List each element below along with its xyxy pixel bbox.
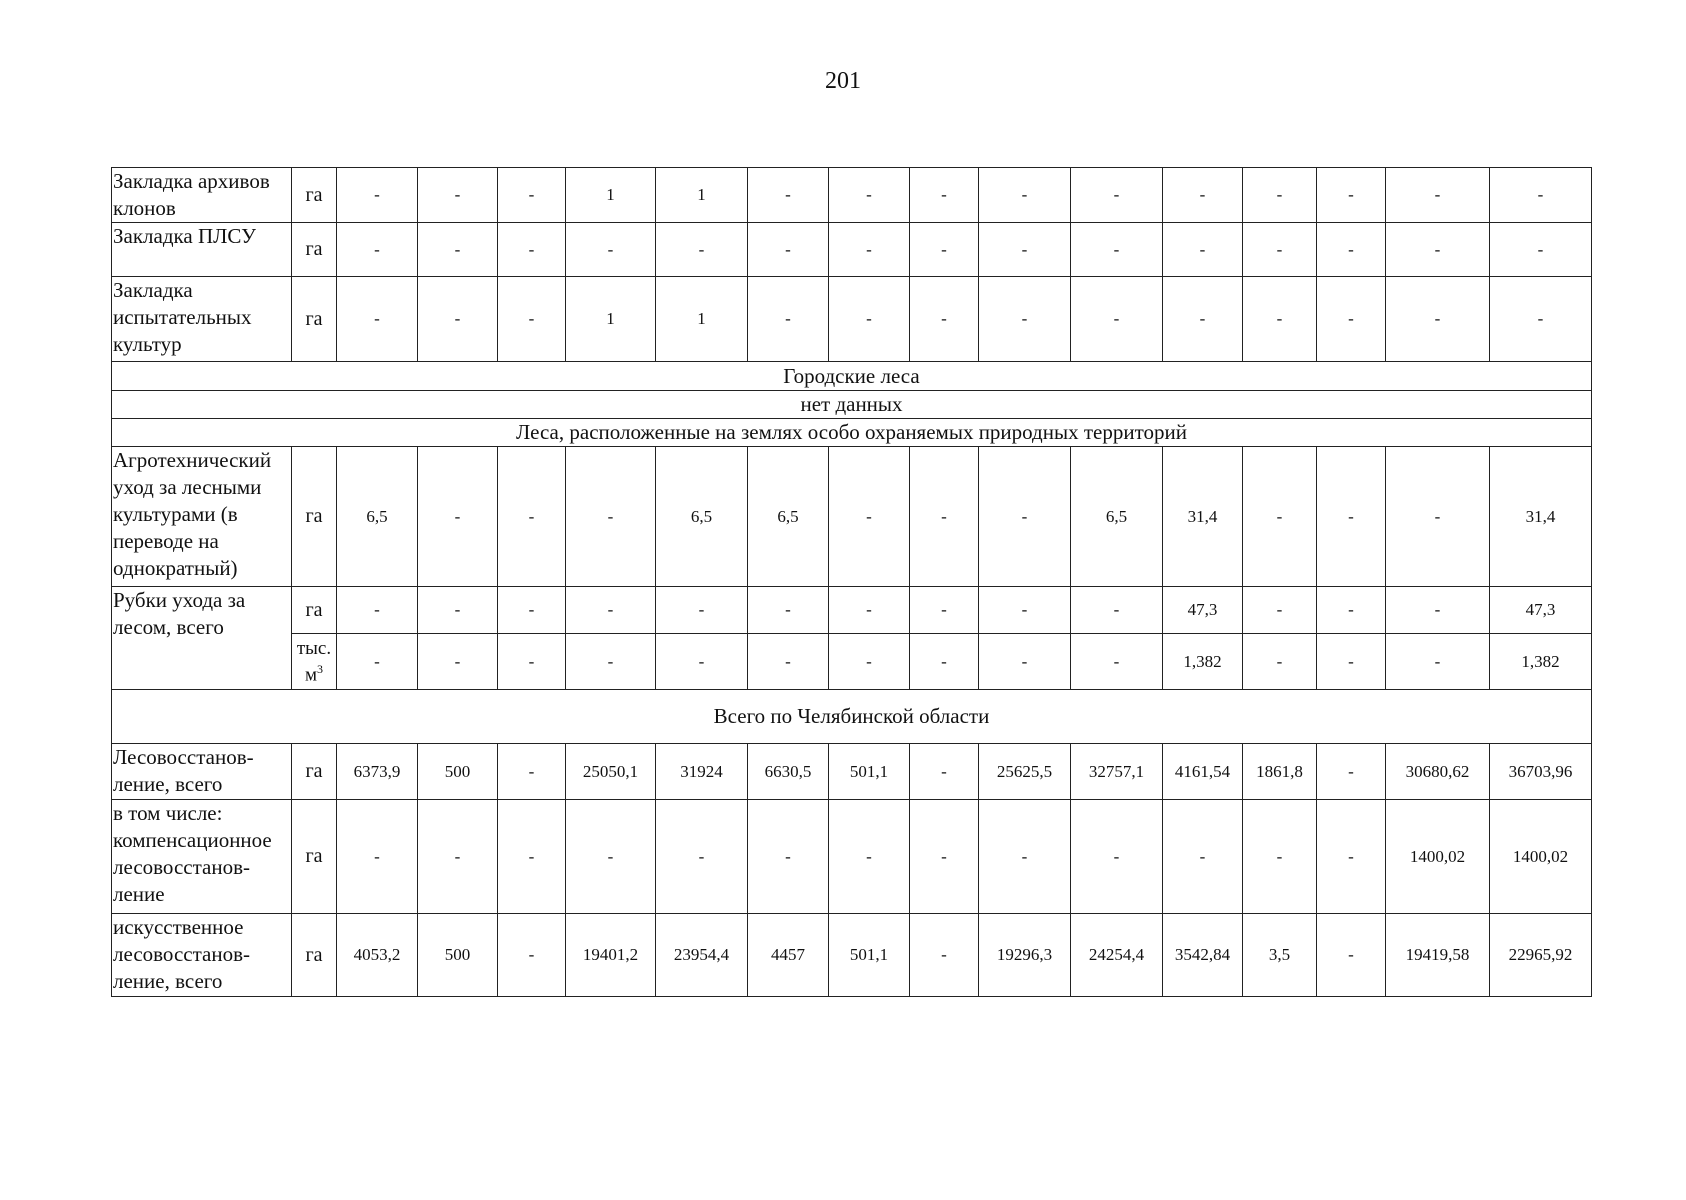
table-cell: -	[498, 800, 566, 914]
table-cell: -	[979, 277, 1071, 362]
section-heading-urban-forests: Городские леса	[112, 362, 1592, 391]
table-cell: -	[498, 277, 566, 362]
table-cell: -	[1317, 914, 1386, 997]
table-cell: -	[829, 800, 910, 914]
table-cell: -	[1386, 587, 1490, 634]
table-cell: -	[1317, 634, 1386, 690]
table-cell: -	[498, 168, 566, 223]
table-cell: -	[829, 587, 910, 634]
table-cell: -	[418, 587, 498, 634]
table-cell: -	[498, 634, 566, 690]
table-cell: -	[1163, 277, 1243, 362]
table-cell: 6630,5	[748, 744, 829, 800]
table-cell: 24254,4	[1071, 914, 1163, 997]
table-cell: -	[910, 447, 979, 587]
table-cell: -	[1163, 800, 1243, 914]
table-cell: -	[829, 223, 910, 277]
table-cell: 1	[656, 168, 748, 223]
table-cell: -	[910, 800, 979, 914]
data-table	[111, 167, 1592, 997]
table-cell: -	[1071, 634, 1163, 690]
table-cell: -	[910, 223, 979, 277]
table-cell: -	[566, 447, 656, 587]
table-cell: -	[337, 223, 418, 277]
table-cell: 1	[656, 277, 748, 362]
table-cell: -	[910, 634, 979, 690]
row-unit: га	[292, 168, 337, 223]
table-cell: -	[656, 634, 748, 690]
table-cell: -	[748, 587, 829, 634]
table-cell: -	[1490, 168, 1592, 223]
page-number: 201	[825, 68, 861, 94]
table-cell: -	[979, 800, 1071, 914]
row-label: искусственное лесовосстанов-ление, всего	[112, 914, 292, 997]
table-row	[112, 168, 1592, 223]
table-cell: 3542,84	[1163, 914, 1243, 997]
table-cell: 500	[418, 744, 498, 800]
table-cell: -	[748, 168, 829, 223]
table-cell: 1400,02	[1386, 800, 1490, 914]
row-unit: га	[292, 800, 337, 914]
table-cell: 1861,8	[1243, 744, 1317, 800]
section-row	[112, 419, 1592, 447]
table-cell: -	[748, 223, 829, 277]
table-row	[112, 914, 1592, 997]
table-cell: -	[337, 168, 418, 223]
table-cell: -	[748, 277, 829, 362]
table-cell: -	[656, 800, 748, 914]
table-cell: -	[1317, 277, 1386, 362]
row-label: Закладка архивов клонов	[112, 168, 292, 223]
table-cell: -	[910, 914, 979, 997]
table-cell: -	[1243, 587, 1317, 634]
table-cell: -	[829, 168, 910, 223]
table-row	[112, 744, 1592, 800]
table-cell: -	[498, 587, 566, 634]
table-cell: 25050,1	[566, 744, 656, 800]
table-cell: -	[1386, 277, 1490, 362]
section-heading-region-total: Всего по Челябинской области	[112, 690, 1592, 744]
no-data-label: нет данных	[112, 391, 1592, 419]
table-cell: -	[1386, 447, 1490, 587]
table-cell: -	[656, 587, 748, 634]
table-cell: -	[1490, 223, 1592, 277]
table-cell: -	[829, 277, 910, 362]
table-row	[112, 800, 1592, 914]
table-cell: -	[566, 587, 656, 634]
table-cell: 6373,9	[337, 744, 418, 800]
table-cell: -	[979, 634, 1071, 690]
table-cell: -	[748, 634, 829, 690]
table-cell: -	[418, 800, 498, 914]
table-cell: -	[498, 744, 566, 800]
table-cell: 19401,2	[566, 914, 656, 997]
table-cell: -	[1071, 587, 1163, 634]
row-label: Агротехнический уход за лесными культурами (в переводе на однократный)	[112, 447, 292, 587]
table-cell: -	[979, 168, 1071, 223]
table-cell: 4457	[748, 914, 829, 997]
table-cell: -	[498, 223, 566, 277]
table-cell: -	[1317, 744, 1386, 800]
table-cell: 501,1	[829, 744, 910, 800]
row-unit: га	[292, 277, 337, 362]
table-cell: -	[910, 587, 979, 634]
table-cell: -	[566, 800, 656, 914]
table-cell: -	[1317, 587, 1386, 634]
table-cell: -	[1243, 800, 1317, 914]
section-row	[112, 391, 1592, 419]
table-cell: 6,5	[748, 447, 829, 587]
table-cell: -	[1386, 223, 1490, 277]
table-cell: 47,3	[1490, 587, 1592, 634]
table-cell: -	[1317, 447, 1386, 587]
table-cell: 22965,92	[1490, 914, 1592, 997]
table-cell: -	[418, 168, 498, 223]
table-cell: -	[1243, 447, 1317, 587]
table-cell: -	[1163, 168, 1243, 223]
row-unit: га	[292, 223, 337, 277]
section-row	[112, 690, 1592, 744]
table-cell: -	[1071, 168, 1163, 223]
table-cell: -	[748, 800, 829, 914]
table-cell: -	[566, 634, 656, 690]
table-cell: -	[1386, 168, 1490, 223]
table-cell: -	[1317, 168, 1386, 223]
row-unit: га	[292, 587, 337, 634]
table-cell: 4161,54	[1163, 744, 1243, 800]
table-cell: 6,5	[1071, 447, 1163, 587]
table-cell: -	[498, 914, 566, 997]
table-cell: -	[656, 223, 748, 277]
row-unit	[292, 634, 337, 690]
table-cell: -	[1317, 223, 1386, 277]
row-label: Лесовосстанов-ление, всего	[112, 744, 292, 800]
table-cell: 25625,5	[979, 744, 1071, 800]
row-label: в том числе: компенсационное лесовосстанов-ление	[112, 800, 292, 914]
table-cell: -	[1071, 223, 1163, 277]
table-cell: -	[337, 587, 418, 634]
row-label: Закладка испытательных культур	[112, 277, 292, 362]
table-cell: 4053,2	[337, 914, 418, 997]
table-cell: -	[418, 447, 498, 587]
table-cell: -	[418, 277, 498, 362]
table-cell: -	[1490, 277, 1592, 362]
row-unit: га	[292, 447, 337, 587]
table-row	[112, 587, 1592, 634]
table-cell: 30680,62	[1386, 744, 1490, 800]
table-cell: -	[498, 447, 566, 587]
table-cell: 501,1	[829, 914, 910, 997]
table-row	[112, 447, 1592, 587]
table-cell: -	[910, 277, 979, 362]
table-cell: -	[1243, 277, 1317, 362]
table-cell: -	[910, 744, 979, 800]
table-cell: -	[1243, 634, 1317, 690]
table-cell: 1,382	[1490, 634, 1592, 690]
table-cell: -	[418, 634, 498, 690]
table-cell: 31,4	[1490, 447, 1592, 587]
table-cell: -	[1243, 168, 1317, 223]
table-row	[112, 634, 1592, 690]
table-cell: 31,4	[1163, 447, 1243, 587]
section-heading-protected-areas: Леса, расположенные на землях особо охраняемых природных территорий	[112, 419, 1592, 447]
table-cell: -	[1243, 223, 1317, 277]
row-unit: га	[292, 914, 337, 997]
table-cell: -	[979, 587, 1071, 634]
table-cell: -	[1386, 634, 1490, 690]
table-cell: -	[1071, 277, 1163, 362]
row-unit: га	[292, 744, 337, 800]
table-cell: -	[829, 634, 910, 690]
table-cell: 19296,3	[979, 914, 1071, 997]
table-cell: -	[566, 223, 656, 277]
unit-superscript: 3	[317, 661, 324, 676]
table-cell: -	[979, 447, 1071, 587]
table-cell: 31924	[656, 744, 748, 800]
table-cell: 23954,4	[656, 914, 748, 997]
table-cell: 3,5	[1243, 914, 1317, 997]
table-cell: 36703,96	[1490, 744, 1592, 800]
table-cell: 1	[566, 168, 656, 223]
table-cell: 6,5	[337, 447, 418, 587]
unit-text: тыс. м	[296, 637, 332, 686]
table-cell: -	[418, 223, 498, 277]
table-cell: 32757,1	[1071, 744, 1163, 800]
table-cell: -	[1163, 223, 1243, 277]
table-cell: 47,3	[1163, 587, 1243, 634]
table-row	[112, 277, 1592, 362]
table-cell: -	[910, 168, 979, 223]
table-cell: 1,382	[1163, 634, 1243, 690]
table-row	[112, 223, 1592, 277]
table-cell: -	[337, 634, 418, 690]
table-cell: -	[1317, 800, 1386, 914]
table-cell: -	[1071, 800, 1163, 914]
row-label: Рубки ухода за лесом, всего	[112, 587, 292, 690]
table-cell: 1	[566, 277, 656, 362]
table-cell: 1400,02	[1490, 800, 1592, 914]
table-cell: -	[979, 223, 1071, 277]
table-cell: 19419,58	[1386, 914, 1490, 997]
table-cell: -	[337, 800, 418, 914]
table-cell: 6,5	[656, 447, 748, 587]
section-row	[112, 362, 1592, 391]
table-cell: 500	[418, 914, 498, 997]
table-cell: -	[337, 277, 418, 362]
row-label: Закладка ПЛСУ	[112, 223, 292, 277]
table-cell: -	[829, 447, 910, 587]
